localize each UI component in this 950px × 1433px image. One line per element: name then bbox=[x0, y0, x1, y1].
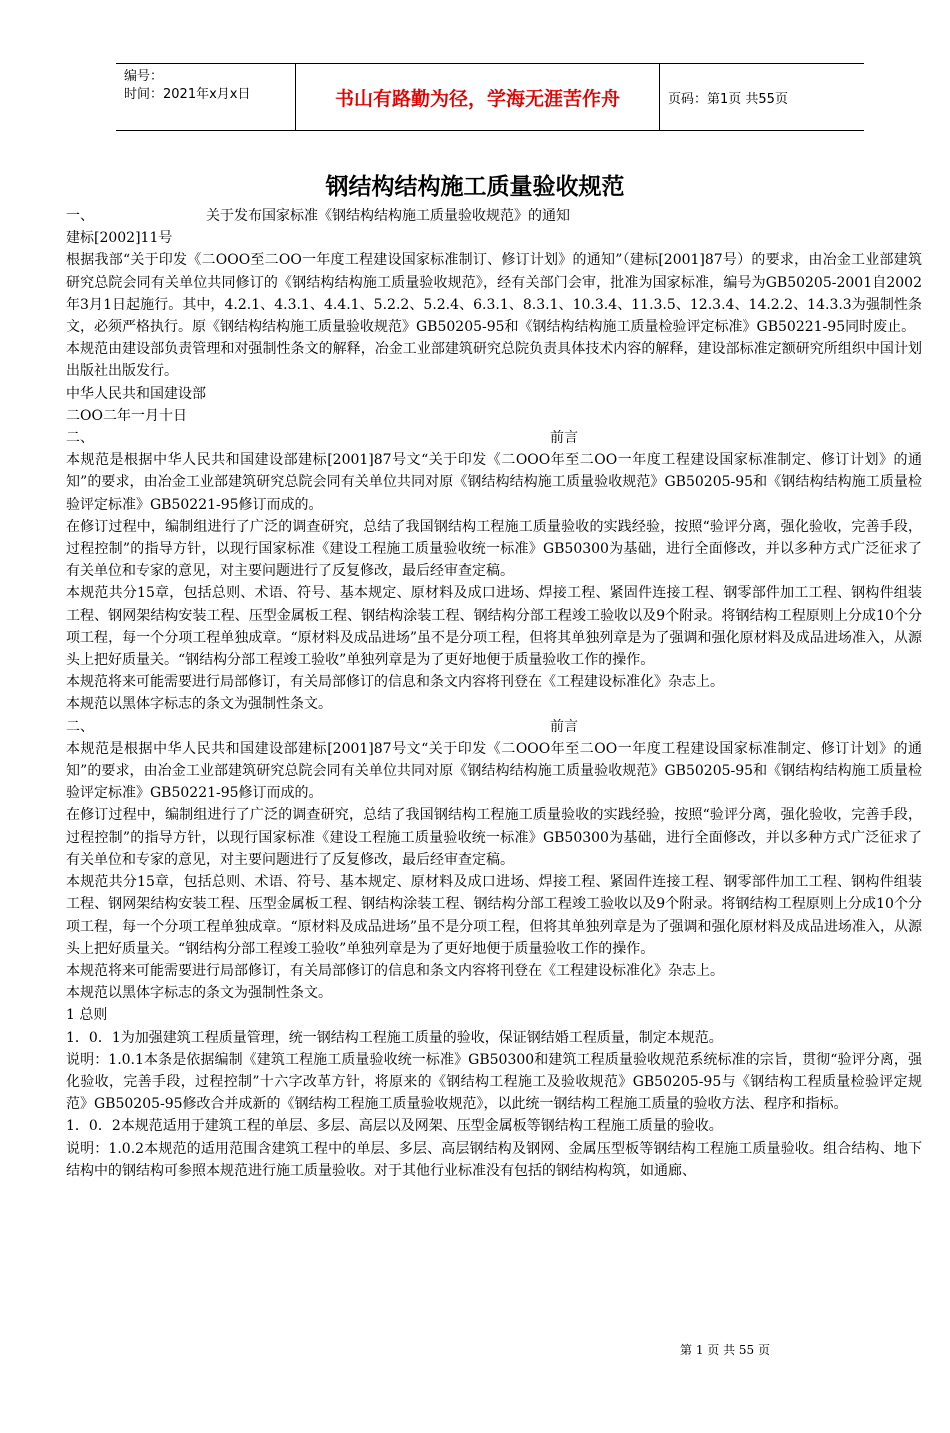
motto: 书山有路勤为径，学海无涯苦作舟 bbox=[296, 64, 660, 130]
paragraph: 根据我部“关于印发《二OOO至二OO一年度工程建设国家标准制订、修订计划》的通知”（建标[2001]87号）的要求，由冶金工业部建筑研究总院会同有关单位共同修订的《钢结构结构施工质量验收规范》，经有关部门会审，批准为国家标准，编号为GB50205-2001自2002年3月1日起施行。其中，4.2.1、4.3.1、4.4.1、5.2.2、5.2.4、6.3.1、8.3.1、10.3.4、11.3.5、12.3.4、14.2.2、14.3.3为强制性条文，必须严格执行。原《钢结构结构施工质量验收规范》GB50205-95和《钢结构结构施工质量检验评定标准》GB50221-95同时废止。 bbox=[66, 252, 922, 336]
paragraph: 本规范由建设部负责管理和对强制性条文的解释，冶金工业部建筑研究总院负责具体技术内容的解释，建设部标准定额研究所组织中国计划出版社出版发行。 bbox=[66, 341, 922, 380]
paragraph: 本规范以黑体字标志的条文为强制性条文。 bbox=[66, 696, 332, 713]
section-heading bbox=[66, 427, 922, 449]
section-heading bbox=[66, 716, 922, 738]
paragraph: 建标[2002]11号 bbox=[66, 230, 173, 247]
paragraph: 1．0．1为加强建筑工程质量管理，统一钢结构工程施工质量的验收，保证钢结婚工程质量，制定本规范。 bbox=[66, 1029, 723, 1046]
section-heading-text: 前言 bbox=[550, 718, 578, 735]
paragraph: 本规范共分15章，包括总则、术语、符号、基本规定、原材料及成口进场、焊接工程、紧固件连接工程、钢零部件加工工程、钢构件组装工程、钢网架结构安装工程、压型金属板工程、钢结构涂装工程、钢结构分部工程竣工验收以及9个附录。将钢结构工程原则上分成10个分项工程，每一个分项工程单独成章。“原材料及成品进场”虽不是分项工程，但将其单独列章是为了强调和强化原材料及成品进场准入，从源头上把好质量关。“钢结构分部工程竣工验收”单独列章是为了更好地便于质量验收工作的操作。 bbox=[66, 874, 922, 957]
section-heading-text: 前言 bbox=[550, 430, 578, 447]
header-table bbox=[116, 63, 864, 131]
paragraph: 在修订过程中，编制组进行了广泛的调查研究，总结了我国钢结构工程施工质量验收的实践经验，按照“验评分离，强化验收，完善手段，过程控制”的指导方针，以现行国家标准《建设工程施工质量验收统一标准》GB50300为基础，进行全面修改，并以多种方式广泛征求了有关单位和专家的意见，对主要问题进行了反复修改，最后经审查定稿。 bbox=[66, 807, 922, 868]
paragraph: 本规范将来可能需要进行局部修订，有关局部修订的信息和条文内容将刊登在《工程建设标准化》杂志上。 bbox=[66, 674, 724, 691]
page-info: 页码：第1页 共55页 bbox=[668, 91, 788, 107]
paragraph: 1．0．2本规范适用于建筑工程的单层、多层、高层以及网架、压型金属板等钢结构工程施工质量的验收。 bbox=[66, 1118, 723, 1135]
paragraph: 说明：1.0.1本条是依据编制《建筑工程施工质量验收统一标准》GB50300和建筑工程质量验收规范系统标准的宗旨，贯彻“验评分离，强化验收，完善手段，过程控制”十六字改革方针，将原来的《钢结构工程施工及验收规范》GB50205-95与《钢结构工程质量检验评定规范》GB50205-95修改合并成新的《钢结构工程施工质量验收规范》，以此统一钢结构工程施工质量的验收方法、程序和指标。 bbox=[66, 1051, 922, 1113]
paragraph: 二OO二年一月十日 bbox=[66, 407, 187, 424]
paragraph: 在修订过程中，编制组进行了广泛的调查研究，总结了我国钢结构工程施工质量验收的实践经验，按照“验评分离，强化验收，完善手段，过程控制”的指导方针，以现行国家标准《建设工程施工质量验收统一标准》GB50300为基础，进行全面修改，并以多种方式广泛征求了有关单位和专家的意见，对主要问题进行了反复修改，最后经审查定稿。 bbox=[66, 518, 922, 580]
header-meta bbox=[116, 64, 296, 130]
document-body bbox=[66, 205, 922, 1182]
paragraph: 本规范是根据中华人民共和国建设部建标[2001]87号文“关于印发《二OOO年至二OO一年度工程建设国家标准制定、修订计划》的通知”的要求，由冶金工业部建筑研究总院会同有关单位共同对原《钢结构结构施工质量验收规范》GB50205-95和《钢结构结构施工质量检验评定标准》GB50221-95修订而成的。 bbox=[66, 452, 922, 513]
section-number: 一、 bbox=[66, 208, 94, 224]
paragraph: 本规范是根据中华人民共和国建设部建标[2001]87号文“关于印发《二OOO年至二OO一年度工程建设国家标准制定、修订计划》的通知”的要求，由冶金工业部建筑研究总院会同有关单位共同对原《钢结构结构施工质量验收规范》GB50205-95和《钢结构结构施工质量检验评定标准》GB50221-95修订而成的。 bbox=[66, 740, 922, 802]
paragraph: 中华人民共和国建设部 bbox=[66, 385, 206, 402]
paragraph: 说明：1.0.2本规范的适用范围含建筑工程中的单层、多层、高层钢结构及钢网、金属压型板等钢结构工程施工质量验收。组合结构、地下结构中的钢结构可参照本规范进行施工质量验收。对于其他行业标准没有包括的钢结构构筑，如通廊、 bbox=[66, 1140, 922, 1179]
page-footer: 第 1 页 共 55 页 bbox=[680, 1343, 770, 1357]
document-title: 钢结构结构施工质量验收规范 bbox=[325, 174, 625, 200]
section-heading bbox=[66, 205, 922, 227]
section-number: 二、 bbox=[66, 430, 94, 447]
paragraph: 1 总则 bbox=[66, 1007, 108, 1024]
section-heading-text: 关于发布国家标准《钢结构结构施工质量验收规范》的通知 bbox=[206, 208, 570, 224]
paragraph: 本规范以黑体字标志的条文为强制性条文。 bbox=[66, 985, 332, 1002]
section-number: 二、 bbox=[66, 718, 94, 735]
number-label: 编号： bbox=[124, 69, 164, 84]
time-label: 时间：2021年x月x日 bbox=[124, 87, 251, 102]
paragraph: 本规范共分15章，包括总则、术语、符号、基本规定、原材料及成口进场、焊接工程、紧固件连接工程、钢零部件加工工程、钢构件组装工程、钢网架结构安装工程、压型金属板工程、钢结构涂装工程、钢结构分部工程竣工验收以及9个附录。将钢结构工程原则上分成10个分项工程，每一个分项工程单独成章。“原材料及成品进场”虽不是分项工程，但将其单独列章是为了强调和强化原材料及成品进场准入，从源头上把好质量关。“钢结构分部工程竣工验收”单独列章是为了更好地便于质量验收工作的操作。 bbox=[66, 585, 922, 669]
paragraph: 本规范将来可能需要进行局部修订，有关局部修订的信息和条文内容将刊登在《工程建设标准化》杂志上。 bbox=[66, 962, 724, 979]
